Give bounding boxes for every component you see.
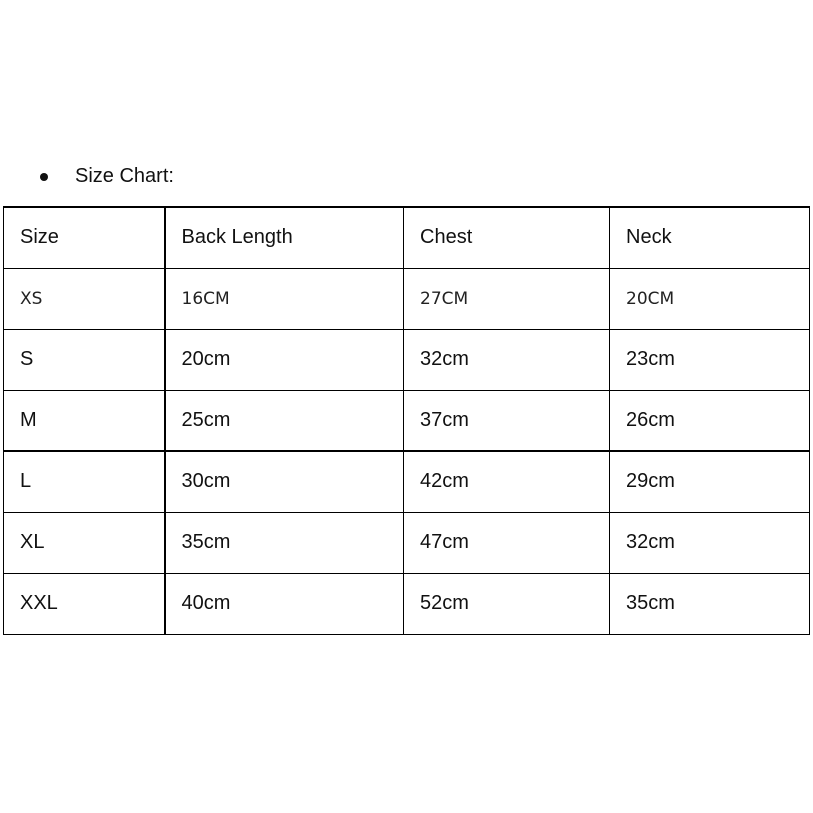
- cell-chest: 37cm: [404, 390, 610, 451]
- cell-chest: 27CM: [404, 268, 610, 329]
- cell-chest: 52cm: [404, 573, 610, 634]
- cell-size: XS: [4, 268, 165, 329]
- table-row: [4, 268, 810, 329]
- table-header-row: [4, 207, 810, 268]
- cell-size: M: [4, 390, 165, 451]
- cell-back-length: 16CM: [165, 268, 404, 329]
- header-size: Size: [4, 207, 165, 268]
- cell-back-length: 25cm: [165, 390, 404, 451]
- cell-neck: 32cm: [610, 512, 810, 573]
- header-back-length: Back Length: [165, 207, 404, 268]
- size-chart-table: [3, 206, 810, 635]
- cell-neck: 35cm: [610, 573, 810, 634]
- cell-size: S: [4, 329, 165, 390]
- cell-neck: 26cm: [610, 390, 810, 451]
- table-row: [4, 329, 810, 390]
- cell-chest: 42cm: [404, 451, 610, 512]
- header-neck: Neck: [610, 207, 810, 268]
- cell-size: XXL: [4, 573, 165, 634]
- cell-chest: 47cm: [404, 512, 610, 573]
- cell-back-length: 20cm: [165, 329, 404, 390]
- cell-back-length: 35cm: [165, 512, 404, 573]
- heading-text: Size Chart:: [75, 164, 174, 187]
- table-row: [4, 573, 810, 634]
- cell-size: XL: [4, 512, 165, 573]
- size-chart-heading: [40, 162, 174, 190]
- table-row: [4, 390, 810, 451]
- cell-neck: 23cm: [610, 329, 810, 390]
- cell-back-length: 40cm: [165, 573, 404, 634]
- cell-neck: 29cm: [610, 451, 810, 512]
- cell-chest: 32cm: [404, 329, 610, 390]
- cell-back-length: 30cm: [165, 451, 404, 512]
- cell-size: L: [4, 451, 165, 512]
- header-chest: Chest: [404, 207, 610, 268]
- bullet-icon: [40, 173, 48, 181]
- table-row: [4, 512, 810, 573]
- cell-neck: 20CM: [610, 268, 810, 329]
- table-row: [4, 451, 810, 512]
